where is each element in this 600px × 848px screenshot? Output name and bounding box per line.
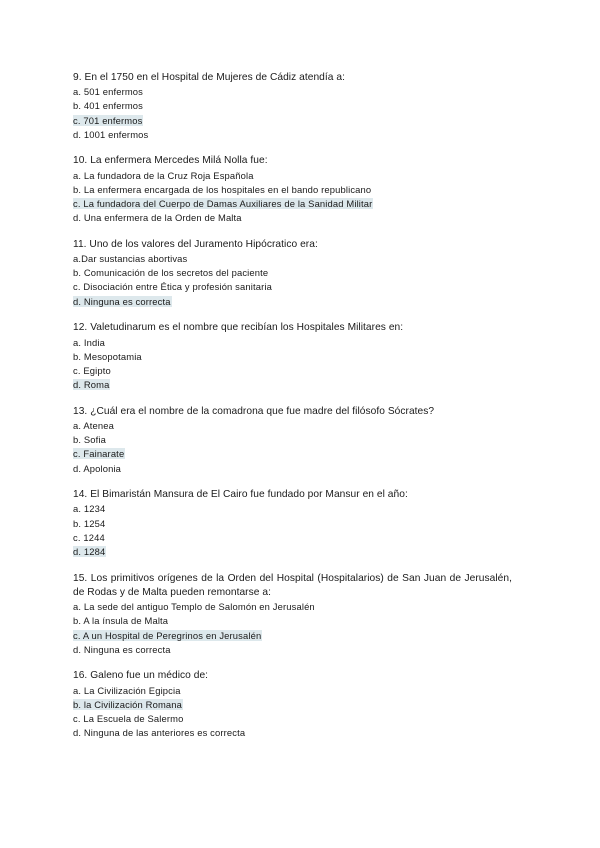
option-c: c. 1244 bbox=[73, 531, 105, 543]
question-title: 12. Valetudinarum es el nombre que recibían los Hospitales Militares en: bbox=[73, 322, 404, 334]
option-a: a. Atenea bbox=[73, 420, 114, 432]
option-d-highlighted: d. Ninguna es correcta bbox=[73, 295, 171, 307]
question-12 bbox=[73, 321, 513, 392]
option-d-highlighted: d. 1284 bbox=[73, 546, 106, 558]
option-b: b. Mesopotamia bbox=[73, 350, 142, 362]
question-title: 15. Los primitivos orígenes de la Orden del Hospital (Hospitalarios) de San Juan de Jerusalén, de Rodas y de Malta pueden remontarse a: bbox=[73, 572, 512, 598]
question-10 bbox=[73, 154, 513, 225]
option-a: a. La Civilización Egipcia bbox=[73, 684, 181, 696]
question-9 bbox=[73, 71, 513, 142]
option-b: b. 401 enfermos bbox=[73, 100, 143, 112]
option-b: b. Comunicación de los secretos del paciente bbox=[73, 267, 269, 279]
option-a: a. La fundadora de la Cruz Roja Española bbox=[73, 169, 254, 181]
option-d: d. Una enfermera de la Orden de Malta bbox=[73, 212, 242, 224]
option-c: c. Disociación entre Ética y profesión sanitaria bbox=[73, 281, 272, 293]
option-a: a. 501 enfermos bbox=[73, 86, 143, 98]
question-13 bbox=[73, 405, 513, 476]
option-a: a. India bbox=[73, 336, 105, 348]
question-title: 16. Galeno fue un médico de: bbox=[73, 670, 209, 682]
question-title: 14. El Bimaristán Mansura de El Cairo fue fundado por Mansur en el año: bbox=[73, 489, 408, 501]
option-c-highlighted: c. La fundadora del Cuerpo de Damas Auxiliares de la Sanidad Militar bbox=[73, 198, 373, 210]
option-d: d. Apolonia bbox=[73, 462, 122, 474]
option-c-highlighted: c. 701 enfermos bbox=[73, 114, 143, 126]
option-c: c. La Escuela de Salermo bbox=[73, 712, 184, 724]
quiz-content bbox=[73, 71, 513, 753]
question-title: 13. ¿Cuál era el nombre de la comadrona que fue madre del filósofo Sócrates? bbox=[73, 405, 435, 417]
question-16 bbox=[73, 669, 513, 740]
option-a: a. La sede del antiguo Templo de Salomón en Jerusalén bbox=[73, 601, 315, 613]
option-b: b. Sofia bbox=[73, 434, 106, 446]
option-c-highlighted: c. A un Hospital de Peregrinos en Jerusalén bbox=[73, 629, 262, 641]
option-b-highlighted: b. la Civilización Romana bbox=[73, 698, 183, 710]
question-title: 9. En el 1750 en el Hospital de Mujeres de Cádiz atendía a: bbox=[73, 72, 345, 83]
question-15 bbox=[73, 572, 513, 657]
option-b: b. La enfermera encargada de los hospitales en el bando republicano bbox=[73, 183, 372, 195]
question-11 bbox=[73, 238, 513, 309]
option-b: b. A la ínsula de Malta bbox=[73, 615, 169, 627]
option-a: a. 1234 bbox=[73, 503, 106, 515]
option-d: d. 1001 enfermos bbox=[73, 128, 149, 140]
option-d: d. Ninguna es correcta bbox=[73, 643, 171, 655]
question-title: 11. Uno de los valores del Juramento Hipócratico era: bbox=[73, 238, 318, 250]
question-title: 10. La enfermera Mercedes Milá Nolla fue: bbox=[73, 155, 268, 167]
option-c: c. Egipto bbox=[73, 364, 111, 376]
option-b: b. 1254 bbox=[73, 517, 106, 529]
option-a: a.Dar sustancias abortivas bbox=[73, 253, 188, 265]
option-d-highlighted: d. Roma bbox=[73, 379, 110, 391]
option-c-highlighted: c. Fainarate bbox=[73, 448, 125, 460]
option-d: d. Ninguna de las anteriores es correcta bbox=[73, 727, 246, 739]
question-14 bbox=[73, 488, 513, 559]
